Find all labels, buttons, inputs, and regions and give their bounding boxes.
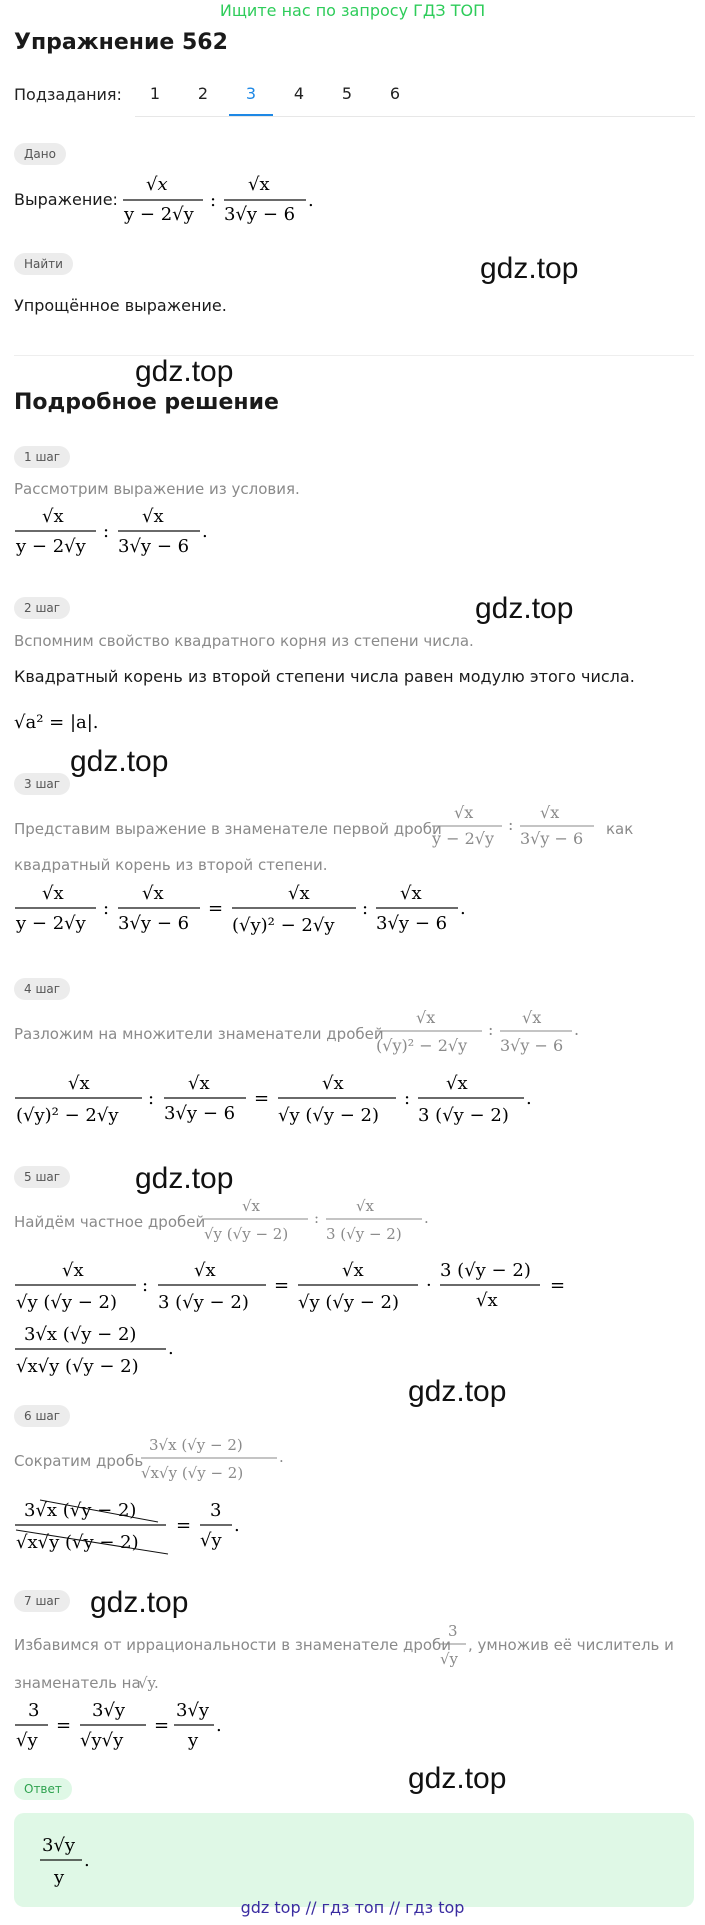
svg-text:(√y)² − 2√y: (√y)² − 2√y (232, 915, 335, 936)
step-6-inline-formula (137, 1432, 297, 1492)
subtask-tab-5[interactable]: 5 (341, 84, 353, 103)
step-4-text: Разложим на множители знаменатели дробей (14, 1025, 384, 1043)
page-title: Упражнение 562 (14, 30, 228, 55)
svg-text::: : (488, 1020, 494, 1039)
chip-step-1: 1 шаг (14, 446, 70, 468)
svg-text:3√y − 6: 3√y − 6 (164, 1103, 236, 1124)
step-3-text-a: Представим выражение в знаменателе первой дроби (14, 820, 442, 838)
svg-text:.: . (460, 898, 466, 919)
watermark: gdz.top (90, 1586, 189, 1619)
chip-answer: Ответ (14, 1778, 72, 1800)
step-1-text: Рассмотрим выражение из условия. (14, 480, 300, 498)
step-3-inline-formula (428, 800, 608, 856)
svg-text:y − 2√y: y − 2√y (16, 536, 86, 557)
watermark: gdz.top (135, 355, 234, 388)
svg-text:=: = (274, 1275, 290, 1296)
top-banner: Ищите нас по запросу ГДЗ ТОП (219, 1, 486, 20)
svg-text:√x: √x (62, 1260, 84, 1281)
svg-text:√x: √x (342, 1260, 364, 1281)
svg-text:√x: √x (416, 1008, 436, 1027)
step-4-formula (10, 1065, 550, 1135)
step-7-text-a: Избавимся от иррациональности в знаменателе дроби (14, 1636, 452, 1654)
chip-find: Найти (14, 253, 73, 275)
svg-text:y: y (188, 1730, 199, 1751)
svg-text:√x√y (√y − 2): √x√y (√y − 2) (16, 1356, 139, 1377)
answer-formula (38, 1827, 118, 1897)
svg-text::: : (404, 1088, 411, 1109)
subtask-tab-4[interactable]: 4 (293, 84, 305, 103)
step-2-formula (10, 700, 150, 740)
svg-text::: : (210, 190, 217, 211)
svg-text:=: = (56, 1715, 72, 1736)
svg-text:√y: √y (200, 1530, 222, 1551)
svg-text:√y: √y (440, 1650, 459, 1668)
svg-text:√x: √x (322, 1073, 344, 1094)
svg-text:√y (√y − 2): √y (√y − 2) (16, 1292, 118, 1313)
svg-text:.: . (526, 1088, 532, 1109)
svg-text:.: . (168, 1338, 174, 1359)
chip-step-6: 6 шаг (14, 1405, 70, 1427)
chip-step-2: 2 шаг (14, 597, 70, 619)
subtasks-label: Подзадания: (14, 85, 122, 104)
subtask-tab-3[interactable]: 3 (245, 84, 257, 103)
step-3-text-b: как (606, 820, 634, 838)
svg-text:√x: √x (476, 1290, 498, 1311)
svg-text:.: . (84, 1850, 90, 1871)
svg-text:√x: √x (446, 1073, 468, 1094)
svg-text::: : (142, 1275, 149, 1296)
svg-text:√x: √x (356, 1197, 375, 1215)
svg-text:√x: √x (248, 174, 270, 195)
svg-text:√y (√y − 2): √y (√y − 2) (298, 1292, 400, 1313)
step-5-formula (10, 1252, 590, 1382)
svg-text:√x: √x (68, 1073, 90, 1094)
svg-text:√y: √y (16, 1730, 38, 1751)
subtask-tab-1[interactable]: 1 (149, 84, 161, 103)
svg-text:y: y (54, 1867, 65, 1888)
step-7-formula (10, 1692, 250, 1762)
watermark: gdz.top (70, 745, 169, 778)
svg-text:(√y)² − 2√y: (√y)² − 2√y (376, 1036, 468, 1055)
find-text: Упрощённое выражение. (14, 296, 227, 315)
subtask-tab-6[interactable]: 6 (389, 84, 401, 103)
svg-text:.: . (234, 1515, 240, 1536)
svg-text:3√y − 6: 3√y − 6 (376, 913, 448, 934)
watermark: gdz.top (135, 1162, 234, 1195)
svg-text:3√x (√y − 2): 3√x (√y − 2) (24, 1500, 137, 1521)
watermark: gdz.top (408, 1375, 507, 1408)
svg-text:(√y)² − 2√y: (√y)² − 2√y (16, 1105, 119, 1126)
step-6-text: Сократим дробь (14, 1452, 144, 1470)
svg-text:√x: √x (242, 1197, 261, 1215)
svg-text:3√y − 6: 3√y − 6 (118, 913, 190, 934)
step-2-text: Вспомним свойство квадратного корня из степени числа. (14, 632, 474, 650)
svg-text:3 (√y − 2): 3 (√y − 2) (158, 1292, 249, 1313)
svg-text:.: . (279, 1448, 284, 1466)
given-expression (118, 170, 318, 230)
watermark: gdz.top (408, 1762, 507, 1795)
svg-text:√x: √x (146, 174, 168, 195)
watermark: gdz.top (475, 592, 574, 625)
svg-text:√x: √x (454, 803, 474, 822)
svg-text:3 (√y − 2): 3 (√y − 2) (440, 1260, 531, 1281)
svg-text:=: = (176, 1515, 192, 1536)
svg-text:=: = (254, 1088, 270, 1109)
svg-text:.: . (202, 521, 208, 542)
svg-text::: : (362, 898, 369, 919)
step-3-formula (10, 875, 480, 945)
svg-text:3: 3 (28, 1700, 40, 1721)
step-2-bold: Квадратный корень из второй степени числа равен модулю этого числа. (14, 667, 635, 686)
svg-text:=: = (208, 898, 224, 919)
chip-step-3: 3 шаг (14, 773, 70, 795)
svg-text:√x: √x (522, 1008, 542, 1027)
svg-text:3√x (√y − 2): 3√x (√y − 2) (149, 1436, 243, 1454)
svg-text:√a² = |a|.: √a² = |a|. (14, 712, 99, 733)
svg-text:y − 2√y: y − 2√y (432, 829, 495, 848)
step-1-formula (10, 500, 210, 560)
svg-text:y − 2√y: y − 2√y (16, 913, 86, 934)
svg-text:3√y: 3√y (176, 1700, 210, 1721)
svg-text:3: 3 (210, 1500, 222, 1521)
step-7-text-c: знаменатель на (14, 1674, 141, 1692)
svg-text:.: . (308, 190, 314, 211)
step-7-text-b: , умножив её числитель и (468, 1636, 674, 1654)
svg-text:3: 3 (448, 1622, 458, 1640)
step-5-inline-formula (200, 1193, 440, 1253)
svg-text:3√y − 6: 3√y − 6 (520, 829, 584, 848)
section-divider (14, 355, 694, 356)
active-tab-indicator (229, 114, 273, 116)
svg-text:=: = (154, 1715, 170, 1736)
svg-text:√y (√y − 2): √y (√y − 2) (278, 1105, 380, 1126)
subtask-tabs (135, 76, 695, 117)
svg-text:√x: √x (194, 1260, 216, 1281)
svg-text:3 (√y − 2): 3 (√y − 2) (326, 1225, 402, 1243)
svg-text::: : (314, 1209, 320, 1227)
svg-text:√y (√y − 2): √y (√y − 2) (204, 1225, 289, 1243)
svg-text:√x: √x (142, 883, 164, 904)
svg-text:3√y: 3√y (42, 1835, 76, 1856)
chip-step-4: 4 шаг (14, 978, 70, 1000)
svg-text:√x: √x (42, 883, 64, 904)
svg-text::: : (508, 815, 514, 834)
svg-text:√y√y: √y√y (80, 1730, 124, 1751)
svg-text:3√y − 6: 3√y − 6 (500, 1036, 564, 1055)
given-label: Выражение: (14, 190, 118, 209)
step-7-inline-fraction (436, 1618, 472, 1674)
svg-text:√x: √x (188, 1073, 210, 1094)
svg-text:√x: √x (42, 506, 64, 527)
svg-text::: : (148, 1088, 155, 1109)
svg-text:.: . (424, 1209, 429, 1227)
svg-text:√x√y (√y − 2): √x√y (√y − 2) (141, 1464, 244, 1482)
svg-text:=: = (550, 1275, 566, 1296)
svg-text:3 (√y − 2): 3 (√y − 2) (418, 1105, 509, 1126)
svg-text:3√y − 6: 3√y − 6 (224, 204, 296, 225)
chip-step-7: 7 шаг (14, 1590, 70, 1612)
chip-step-5: 5 шаг (14, 1166, 70, 1188)
step-4-inline-formula (372, 1005, 592, 1065)
svg-text::: : (103, 521, 110, 542)
svg-text:.: . (574, 1020, 580, 1039)
step-6-formula (10, 1492, 250, 1562)
svg-text:3√x (√y − 2): 3√x (√y − 2) (24, 1324, 137, 1345)
svg-text:3√y − 6: 3√y − 6 (118, 536, 190, 557)
subtask-tab-2[interactable]: 2 (197, 84, 209, 103)
svg-text:√y.: √y. (138, 1674, 159, 1692)
chip-given: Дано (14, 143, 66, 165)
footer-links[interactable]: gdz top // гдз топ // гдз top (240, 1898, 465, 1917)
svg-text:y − 2√y: y − 2√y (124, 204, 194, 225)
watermark: gdz.top (480, 252, 579, 285)
svg-text:√x: √x (288, 883, 310, 904)
solution-title: Подробное решение (14, 390, 279, 415)
answer-box (14, 1813, 694, 1907)
svg-text:√x: √x (142, 506, 164, 527)
svg-text:√x: √x (540, 803, 560, 822)
svg-text:.: . (216, 1715, 222, 1736)
step-5-text: Найдём частное дробей (14, 1213, 206, 1231)
step-3-text-c: квадратный корень из второй степени. (14, 856, 328, 874)
svg-text:3√y: 3√y (92, 1700, 126, 1721)
svg-text::: : (103, 898, 110, 919)
svg-text:√x√y (√y − 2): √x√y (√y − 2) (16, 1532, 139, 1553)
svg-text:√x: √x (400, 883, 422, 904)
svg-text:·: · (426, 1275, 432, 1296)
